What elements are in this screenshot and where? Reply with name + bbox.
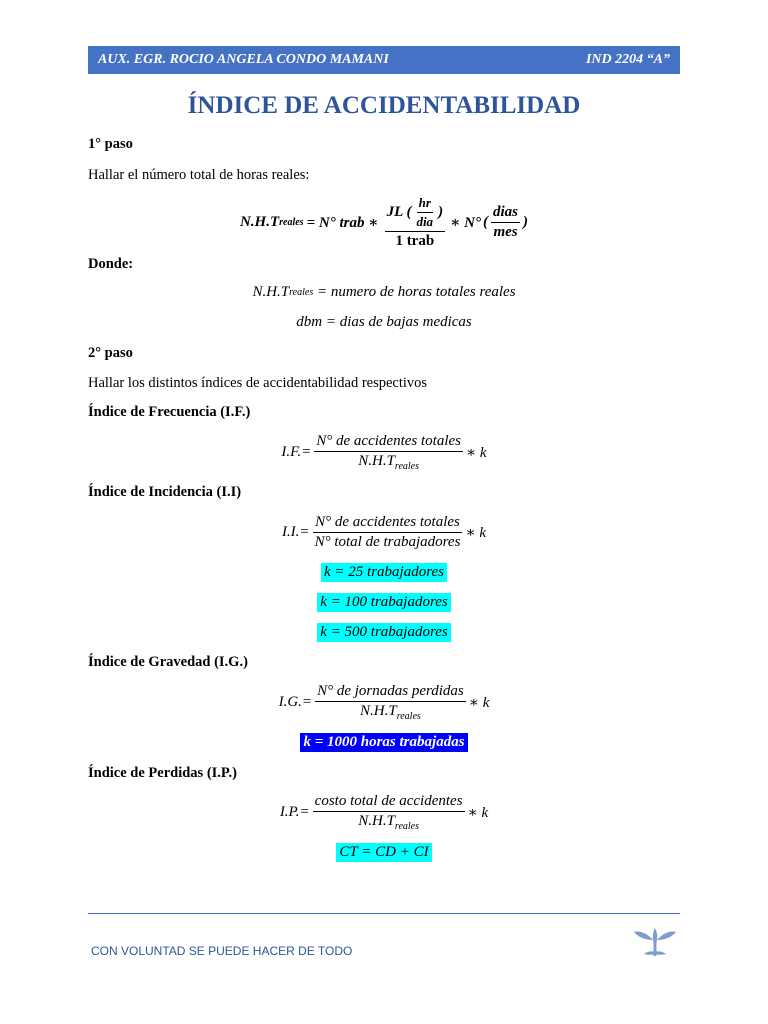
ii-k-row-1 (0, 563, 768, 582)
ii-heading: Índice de Incidencia (I.I) (88, 484, 242, 500)
fleur-emblem-icon (630, 924, 680, 958)
if-num: N° de accidentes totales (314, 433, 463, 452)
ii-den: N° total de trabajadores (314, 533, 461, 550)
ig-den: N.H.T (360, 702, 397, 719)
donde-label: Donde: (88, 256, 134, 272)
ip-ct: CT = CD + CI (336, 843, 431, 862)
ig-k-row (0, 733, 768, 752)
ii-k-500: k = 500 trabajadores (317, 623, 450, 642)
ip-equation (0, 789, 768, 835)
header-course: IND 2204 “A” (585, 52, 670, 67)
jl-label: JL (386, 203, 403, 220)
if-lhs: I.F.= (281, 443, 312, 460)
def-dbm: dbm = dias de bajas medicas (296, 314, 472, 330)
if-equation (0, 429, 768, 475)
ig-fraction (315, 683, 466, 722)
ii-k-25: k = 25 trabajadores (321, 563, 447, 582)
step2-heading: 2° paso (88, 345, 133, 361)
if-fraction (314, 433, 463, 472)
ip-den-sub: reales (394, 820, 419, 832)
mes-label: mes (493, 223, 518, 240)
dia-label: dia (416, 213, 434, 229)
footer-divider (88, 913, 680, 914)
step1-text: Hallar el número total de horas reales: (88, 167, 310, 183)
dias-mes-fraction (491, 204, 520, 241)
ip-fraction (313, 793, 465, 832)
def-nht-sub: reales (289, 287, 314, 298)
ii-k-100: k = 100 trabajadores (317, 593, 450, 612)
dias-label: dias (491, 204, 520, 223)
ii-rhs: ∗ k (465, 524, 487, 541)
ig-heading: Índice de Gravedad (I.G.) (88, 654, 248, 670)
if-heading: Índice de Frecuencia (I.F.) (88, 404, 251, 420)
ip-num: costo total de accidentes (313, 793, 465, 812)
ig-lhs: I.G.= (278, 693, 313, 710)
nht-trab: = N° trab ∗ (306, 214, 379, 231)
footer-motto: CON VOLUNTAD SE PUEDE HACER DE TODO (91, 944, 353, 958)
if-den: N.H.T (358, 452, 395, 469)
ig-num: N° de jornadas perdidas (315, 683, 466, 702)
nht-equation: N.H.T reales = N° trab ∗ JL ( $\frac{hr}{\text{dia}}$ ) 1 trab ∗ N° ( $\frac{\text{dias}}{\text{mes}}$ ) (239, 194, 529, 249)
ip-den: N.H.T (358, 812, 395, 829)
ii-k-row-3 (0, 623, 768, 642)
ig-rhs: ∗ k (468, 694, 490, 711)
ii-equation (0, 509, 768, 555)
jl-fraction: JL ( $\frac{hr}{\text{dia}}$ ) 1 trab (386, 194, 444, 249)
ip-lhs: I.P.= (279, 803, 310, 820)
ip-heading: Índice de Perdidas (I.P.) (88, 765, 237, 781)
def-nht-lhs: N.H.T (252, 284, 290, 300)
def-nht-rhs: = numero de horas totales reales (313, 284, 516, 300)
step1-heading: 1° paso (88, 136, 133, 152)
header-author: AUX. EGR. ROCIO ANGELA CONDO MAMANI (98, 52, 389, 67)
ig-equation (0, 679, 768, 725)
nht-lhs: N.H.T (239, 213, 280, 230)
ig-k-1000: k = 1000 horas trabajadas (300, 733, 467, 752)
step2-text: Hallar los distintos índices de accidentabilidad respectivos (88, 375, 428, 391)
ip-ct-row (0, 843, 768, 862)
nht-lhs-sub: reales (279, 216, 304, 228)
hr-label: hr (417, 195, 433, 213)
trab-label: 1 trab (395, 232, 435, 249)
if-den-sub: reales (394, 460, 419, 472)
nht-mid: ∗ N° (450, 214, 482, 231)
ig-den-sub: reales (396, 710, 421, 722)
ip-rhs: ∗ k (467, 804, 489, 821)
ii-num: N° de accidentes totales (313, 514, 462, 533)
def-nht (0, 284, 768, 301)
if-rhs: ∗ k (465, 444, 487, 461)
ii-lhs: I.I.= (281, 523, 310, 540)
ii-fraction (313, 514, 463, 551)
page-header (88, 46, 680, 74)
page-title: ÍNDICE DE ACCIDENTABILIDAD (187, 92, 581, 119)
hr-dia-fraction (414, 195, 435, 230)
ii-k-row-2 (0, 593, 768, 612)
